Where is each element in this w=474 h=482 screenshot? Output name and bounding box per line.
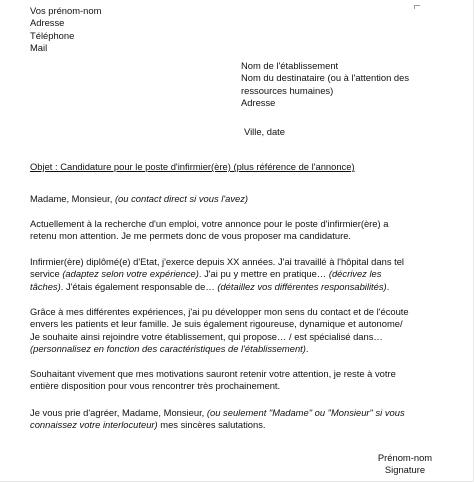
paragraph-availability-line-1: Souhaitant vivement que mes motivations sauront retenir votre attention, je reste à votre	[30, 368, 396, 379]
paragraph-experience	[30, 256, 440, 293]
sender-name: Vos prénom-nom	[30, 5, 102, 16]
experience-note-1: (adaptez selon votre expérience)	[62, 268, 199, 280]
paragraph-qualities-line-2: envers les patients et leur famille. Je suis également rigoureuse, dynamique et autonome/	[30, 318, 403, 330]
paragraph-availability-line-2: entière disposition pour vous rencontrer très prochainement.	[30, 380, 281, 392]
experience-text-1: service	[30, 268, 63, 280]
recipient-address: Adresse	[241, 96, 276, 108]
experience-note-2: (décrivez les	[328, 268, 382, 280]
experience-note-4: (détaillez vos différentes responsabilités)	[217, 280, 387, 292]
experience-text-2: . J'ai pu y mettre en pratique…	[198, 268, 329, 280]
qualities-end: .	[305, 342, 309, 354]
paragraph-intro	[30, 218, 440, 243]
experience-note-3: tâches)	[30, 280, 61, 292]
qualities-note: (personnalisez en fonction des caractéristiques de l'établissement)	[30, 342, 306, 354]
paragraph-qualities-line-1: Grâce à mes différentes expériences, j'ai pu développer mon sens du contact et de l'écoute	[30, 306, 409, 317]
greeting-note: (ou contact direct si vous l'avez)	[114, 193, 249, 204]
paragraph-intro-line-2: retenu mon attention. Je me permets donc de vous proposer ma candidature.	[30, 230, 352, 242]
recipient-establishment: Nom de l'établissement	[241, 60, 339, 71]
paragraph-closing-line-1	[30, 407, 440, 419]
closing-note-2: connaissez votre interlocuteur)	[30, 419, 158, 431]
corner-mark-icon	[414, 5, 420, 9]
sender-address: Adresse	[30, 17, 65, 29]
subject-line: Objet : Candidature pour le poste d'infirmier(ère) (plus référence de l'annonce)	[30, 161, 355, 172]
paragraph-closing	[30, 407, 440, 432]
signature-label: Signature	[384, 464, 426, 476]
paragraph-qualities	[30, 306, 440, 355]
signature-block	[360, 452, 450, 477]
closing-note-1: (ou seulement "Madame" ou "Monsieur" si vous	[206, 407, 405, 418]
sender-block	[30, 5, 230, 54]
signature-name: Prénom-nom	[377, 452, 433, 463]
paragraph-closing-line-2	[30, 419, 440, 431]
sender-phone: Téléphone	[30, 29, 75, 41]
paragraph-qualities-line-4	[30, 343, 440, 355]
paragraph-intro-line-1: Actuellement à la recherche d'un emploi, votre annonce pour le poste d'infirmier(ère) a	[30, 218, 389, 229]
recipient-block	[241, 60, 446, 109]
greeting	[30, 193, 440, 205]
paragraph-experience-line-2	[30, 268, 440, 280]
paragraph-experience-line-1: Infirmier(ère) diplômé(e) d'Etat, j'exerce depuis XX années. J'ai travaillé à l'hôpital dans tel	[30, 256, 405, 267]
experience-text-4: .	[386, 280, 390, 292]
recipient-addressee-line-1: Nom du destinataire (ou à l'attention des	[241, 72, 410, 84]
closing-text-2: mes sincères salutations.	[157, 419, 266, 431]
closing-text-1: Je vous prie d'agréer, Madame, Monsieur,	[30, 407, 207, 418]
paragraph-availability	[30, 368, 440, 393]
city-date: Ville, date	[244, 126, 286, 137]
paragraph-qualities-line-3: Je souhaite ainsi rejoindre votre établissement, qui propose… / est spécialisé dans…	[30, 330, 383, 342]
paragraph-experience-line-3	[30, 281, 440, 293]
sender-mail: Mail	[30, 41, 48, 53]
recipient-addressee-line-2: ressources humaines)	[241, 84, 334, 96]
greeting-text: Madame, Monsieur,	[30, 193, 115, 204]
experience-text-3: . J'étais également responsable de…	[60, 280, 218, 292]
